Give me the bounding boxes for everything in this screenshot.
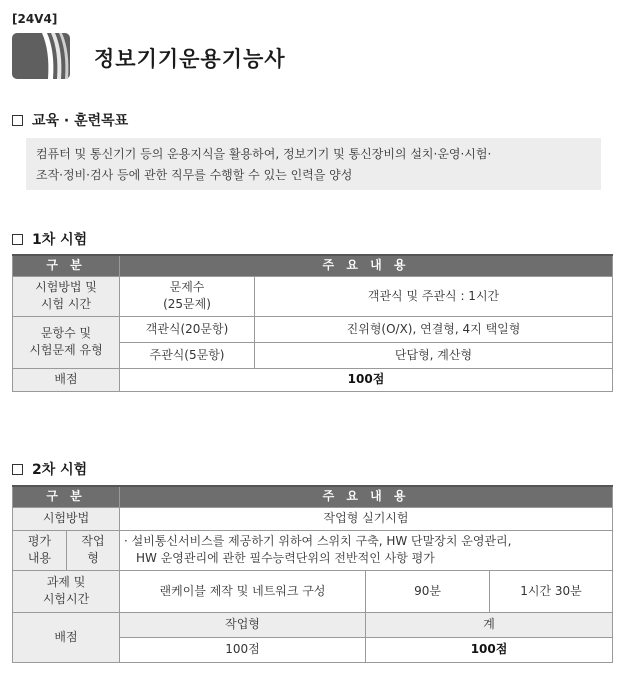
exam1-method-label: 시험방법 및 시험 시간 [13, 276, 120, 316]
goal-line: 조작·정비·검사 등에 관한 직무를 수행할 수 있는 인력을 양성 [36, 168, 353, 182]
exam1-heading-label: 1차 시험 [32, 232, 88, 248]
exam2-heading-label: 2차 시험 [32, 462, 88, 478]
exam2-score-head-task: 작업형 [120, 612, 366, 637]
exam2-eval-sub: 작업 형 [67, 530, 120, 570]
goal-heading-label: 교육 · 훈련목표 [32, 113, 129, 129]
exam2-method-label: 시험방법 [13, 507, 120, 530]
exam2-heading [12, 459, 87, 479]
exam1-col-left: 구 분 [13, 255, 120, 276]
exam2-task-total: 1시간 30분 [490, 570, 613, 612]
exam2-task-label: 과제 및 시험시간 [13, 570, 120, 612]
exam2-col-right: 주 요 내 용 [120, 486, 613, 507]
exam1-objective-sub: 객관식(20문항) [120, 316, 255, 342]
exam2-eval-value: · 설비통신서비스를 제공하기 위하여 스위치 구축, HW 단말장치 운영관리, HW 운영관리에 관한 필수능력단위의 전반적인 사항 평가 [120, 530, 613, 570]
exam1-score-label: 배점 [13, 368, 120, 391]
goal-line: 컴퓨터 및 통신기기 등의 운용지식을 활용하여, 정보기기 및 통신장비의 설치·운영·시험· [36, 147, 492, 161]
exam2-method-value: 작업형 실기시험 [120, 507, 613, 530]
checkbox-icon [12, 115, 23, 126]
exam2-score-task: 100점 [120, 637, 366, 662]
exam1-subjective-value: 단답형, 계산형 [255, 342, 613, 368]
goal-heading [12, 110, 128, 130]
exam2-task-name: 랜케이블 제작 및 네트워크 구성 [120, 570, 366, 612]
exam2-task-time: 90분 [366, 570, 490, 612]
exam2-score-label: 배점 [13, 612, 120, 662]
checkbox-icon [12, 464, 23, 475]
exam1-heading [12, 229, 87, 249]
exam1-method-value: 객관식 및 주관식 : 1시간 [255, 276, 613, 316]
exam1-col-right: 주 요 내 용 [120, 255, 613, 276]
exam1-question-count: 문제수 (25문제) [120, 276, 255, 316]
exam1-type-label: 문항수 및 시험문제 유형 [13, 316, 120, 368]
exam2-eval-label: 평가 내용 [13, 530, 67, 570]
exam2-score-total: 100점 [366, 637, 613, 662]
title-logo-icon [12, 33, 70, 79]
exam1-table [12, 254, 613, 392]
checkbox-icon [12, 234, 23, 245]
page-title: 정보기기운용기능사 [94, 47, 286, 71]
exam1-subjective-sub: 주관식(5문항) [120, 342, 255, 368]
goal-box [26, 138, 601, 190]
exam1-objective-value: 진위형(O/X), 연결형, 4지 택일형 [255, 316, 613, 342]
exam1-score-value: 100점 [120, 368, 613, 391]
document-code: [24V4] [12, 12, 58, 26]
exam2-table [12, 485, 613, 663]
exam2-col-left: 구 분 [13, 486, 120, 507]
exam2-score-head-total: 계 [366, 612, 613, 637]
